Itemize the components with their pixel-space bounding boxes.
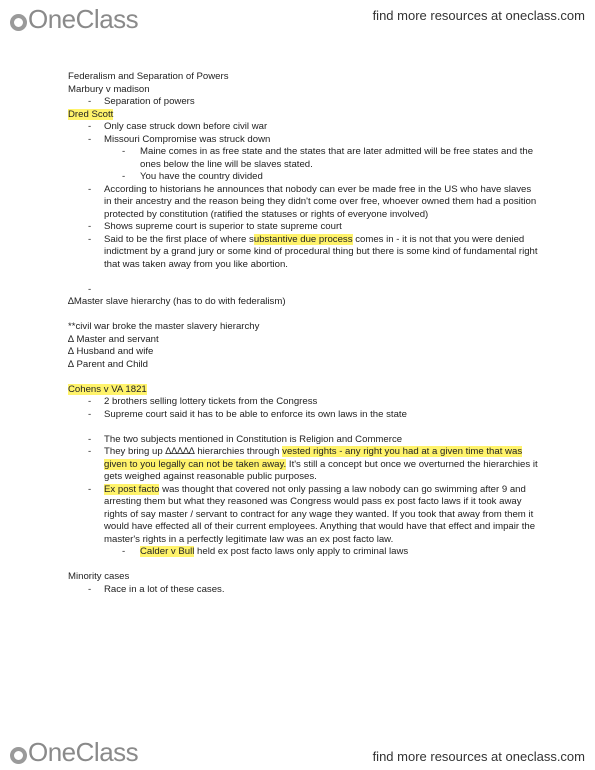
marbury-heading: Marbury v madison: [68, 83, 150, 95]
cohens-bullet-1: - 2 brothers selling lottery tickets from the Congress: [68, 396, 538, 409]
dred-bullet-3: - According to historians he announces that nobody can ever be made free in the US who have slaves in their ancestry and the reason being they didn't come over free, whoever owned them had a position protected by constitution (ratified the statuses or rights of everyone involved): [68, 184, 538, 222]
ex-post-facto-highlight: Ex post facto: [104, 483, 160, 495]
cohens-bullet-3: - The two subjects mentioned in Constitution is Religion and Commerce: [68, 434, 538, 447]
dred-bullet-4: - Shows supreme court is superior to state supreme court: [68, 221, 538, 234]
dred-bullet-5: - Said to be the first place of where substantive due process comes in - it is not that you were denied indictment by a grand jury or some kind of procedural thing but there is some kind of fundamental right that was taken away from you like abortion.: [68, 234, 538, 272]
footer-tagline-link[interactable]: find more resources at oneclass.com: [372, 749, 585, 764]
cohens-heading: Cohens v VA 1821: [68, 383, 147, 395]
dred-subbullet-2: - You have the country divided: [68, 171, 538, 184]
hierarchy-husband-wife: ∆ Husband and wife: [68, 346, 154, 357]
logo-text: OneClass: [28, 4, 139, 34]
vested-rights-highlight: vested rights - any right you had at a given time that was given to you legally can not be taken away.: [104, 446, 523, 470]
notes-title: Federalism and Separation of Powers: [68, 71, 229, 82]
minority-bullet: - Race in a lot of these cases.: [68, 584, 538, 597]
oneclass-logo[interactable]: [10, 4, 138, 35]
notes-body: [68, 71, 538, 596]
page-header: [0, 0, 595, 36]
dred-bullet-2: - Missouri Compromise was struck down: [68, 134, 538, 147]
logo-ring-icon: [10, 747, 27, 764]
minority-heading: Minority cases: [68, 571, 130, 582]
hierarchy-master-servant: ∆ Master and servant: [68, 333, 159, 345]
calder-subbullet: - Calder v Bull held ex post facto laws only apply to criminal laws: [68, 546, 538, 559]
cohens-bullet-5: - Ex post facto was thought that covered not only passing a law nobody can go swimming after 9 and arresting them but what they reasoned was Congress would pass ex post facto laws if it took away rights of say master / servant to contract for any wage they wanted. If you took that away from them it would have effected all of their current employees. Anything that would have that effect and impair the master's rights in a perfectly legitimate law was an ex post facto law.: [68, 484, 538, 547]
civil-war-line: **civil war broke the master slavery hierarchy: [68, 321, 260, 332]
marbury-bullet: - Separation of powers: [68, 96, 538, 109]
hierarchy-parent-child: ∆ Parent and Child: [68, 358, 149, 370]
dred-bullet-1: - Only case struck down before civil war: [68, 121, 538, 134]
substantive-due-process-highlight: ubstantive due process: [253, 233, 353, 245]
cohens-bullet-2: - Supreme court said it has to be able to enforce its own laws in the state: [68, 409, 538, 422]
dred-subbullet-1: - Maine comes in as free state and the states that are later admitted will be free states and the ones below the line will be slaves stated.: [68, 146, 538, 171]
logo-text: OneClass: [28, 737, 139, 767]
logo-ring-icon: [10, 14, 27, 31]
cohens-bullet-4: - They bring up ∆∆∆∆∆ hierarchies through vested rights - any right you had at a given time that was given to you legally can not be taken away. It's still a concept but once we overturned the hierarchies it gets weighed against reasonable public purposes.: [68, 446, 538, 484]
calder-highlight: Calder v Bull: [140, 546, 195, 557]
oneclass-footer-logo[interactable]: [10, 737, 138, 768]
page-footer: [0, 737, 595, 770]
header-tagline-link[interactable]: find more resources at oneclass.com: [372, 8, 585, 23]
master-slave-line: ∆Master slave hierarchy (has to do with federalism): [68, 296, 286, 307]
dred-scott-heading: Dred Scott: [68, 108, 114, 120]
